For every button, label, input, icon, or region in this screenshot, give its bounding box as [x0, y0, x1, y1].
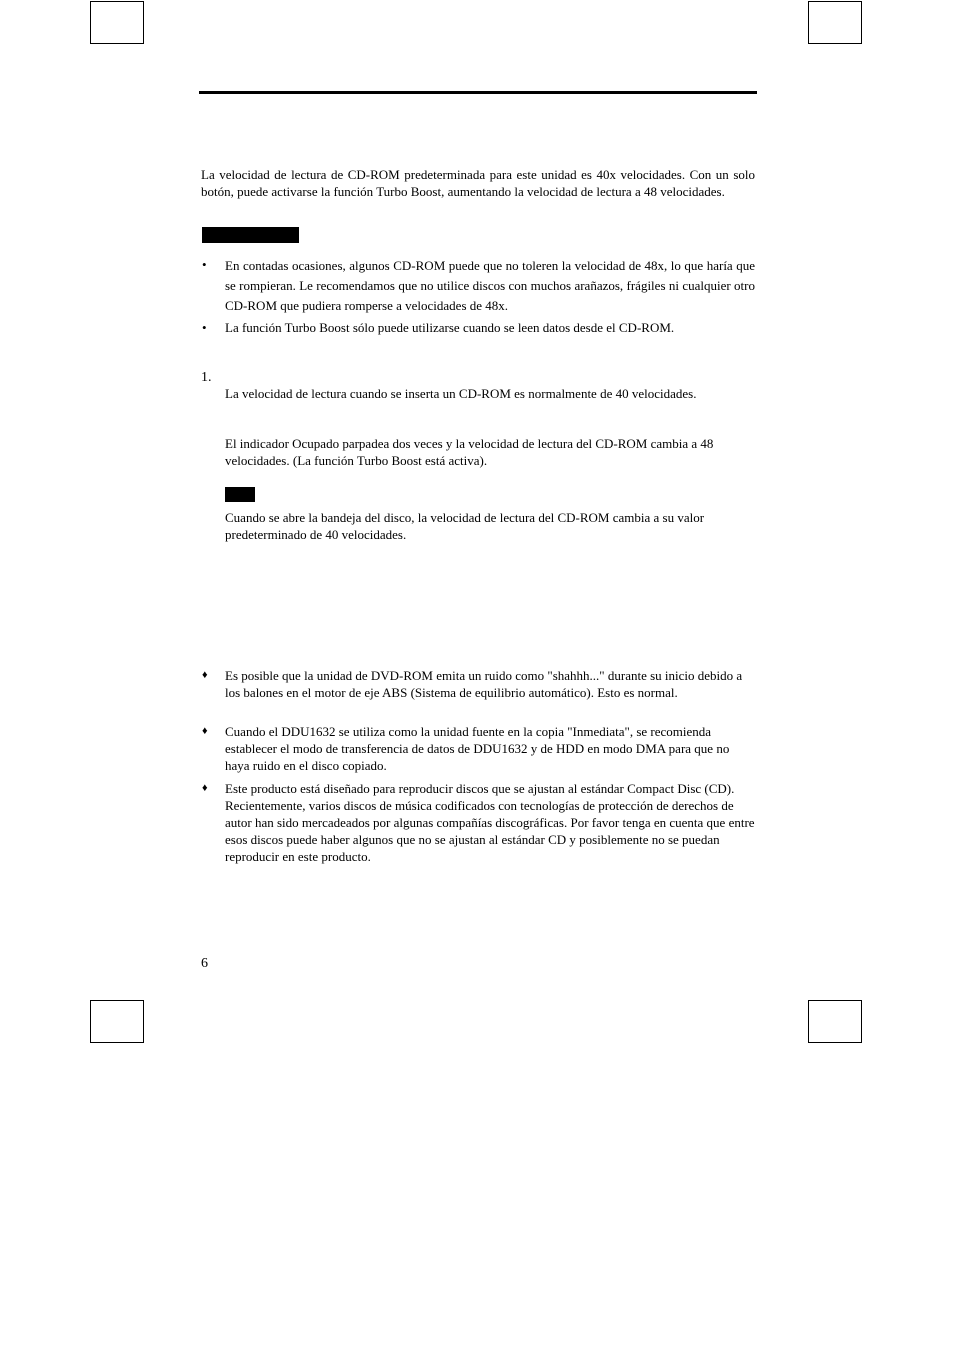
note-bullet-2: ♦	[202, 725, 208, 737]
intro-paragraph: La velocidad de lectura de CD-ROM predeterminada para este unidad es 40x velocidades. Con un solo botón, puede activarse la función Turbo Boost, aumentando la velocidad de lectura a 48 velocidades.	[201, 167, 755, 199]
step-number: 1.	[201, 370, 212, 385]
crop-mark-top-right	[808, 1, 862, 44]
step-note: Cuando se abre la bandeja del disco, la velocidad de lectura del CD-ROM cambia a su valor predeterminado de 40 velocidades.	[225, 510, 705, 542]
crop-mark-bottom-left	[90, 1000, 144, 1043]
caution-bullet-2: •	[202, 320, 207, 335]
caution-heading-bar	[202, 227, 299, 243]
caution-item-2: La función Turbo Boost sólo puede utilizarse cuando se leen datos desde el CD-ROM.	[225, 320, 675, 335]
note-heading-bar	[225, 487, 255, 502]
note-bullet-1: ♦	[202, 669, 208, 681]
step-text-1: La velocidad de lectura cuando se inserta un CD-ROM es normalmente de 40 velocidades.	[225, 386, 697, 401]
crop-mark-bottom-right	[808, 1000, 862, 1043]
page-number: 6	[201, 956, 208, 971]
note-item-1: Es posible que la unidad de DVD-ROM emita un ruido como "shahhh..." durante su inicio debido a los balones en el motor de eje ABS (Sistema de equilibrio automático). Esto es normal.	[225, 668, 743, 700]
caution-bullet-1: •	[202, 257, 207, 272]
step-text-2: El indicador Ocupado parpadea dos veces y la velocidad de lectura del CD-ROM cambia a 48 velocidades. (La función Turbo Boost está activa).	[225, 436, 714, 468]
crop-mark-top-left	[90, 1, 144, 44]
caution-item-1: En contadas ocasiones, algunos CD-ROM puede que no toleren la velocidad de 48x, lo que haría que se rompieran. Le recomendamos que no utilice discos con muchos arañazos, frágiles ni cualquier otro CD-ROM que pudiera romperse a velocidades de 48x.	[225, 258, 755, 313]
note-item-2: Cuando el DDU1632 se utiliza como la unidad fuente en la copia "Inmediata", se recomienda establecer el modo de transferencia de datos de DDU1632 y de HDD en modo DMA para que no haya ruido en el disco copiado.	[225, 724, 730, 773]
note-item-3: Este producto está diseñado para reproducir discos que se ajustan al estándar Compact Disc (CD). Recientemente, varios discos de música codificados con tecnologías de protección de derechos de autor han sido mercadeados por algunas compañías discográficas. Por favor tenga en cuenta que entre esos discos puede haber algunos que no se ajustan al estándar CD y posiblemente no se puedan reproducir en este producto.	[225, 781, 755, 864]
header-rule	[199, 91, 757, 94]
note-bullet-3: ♦	[202, 782, 208, 794]
